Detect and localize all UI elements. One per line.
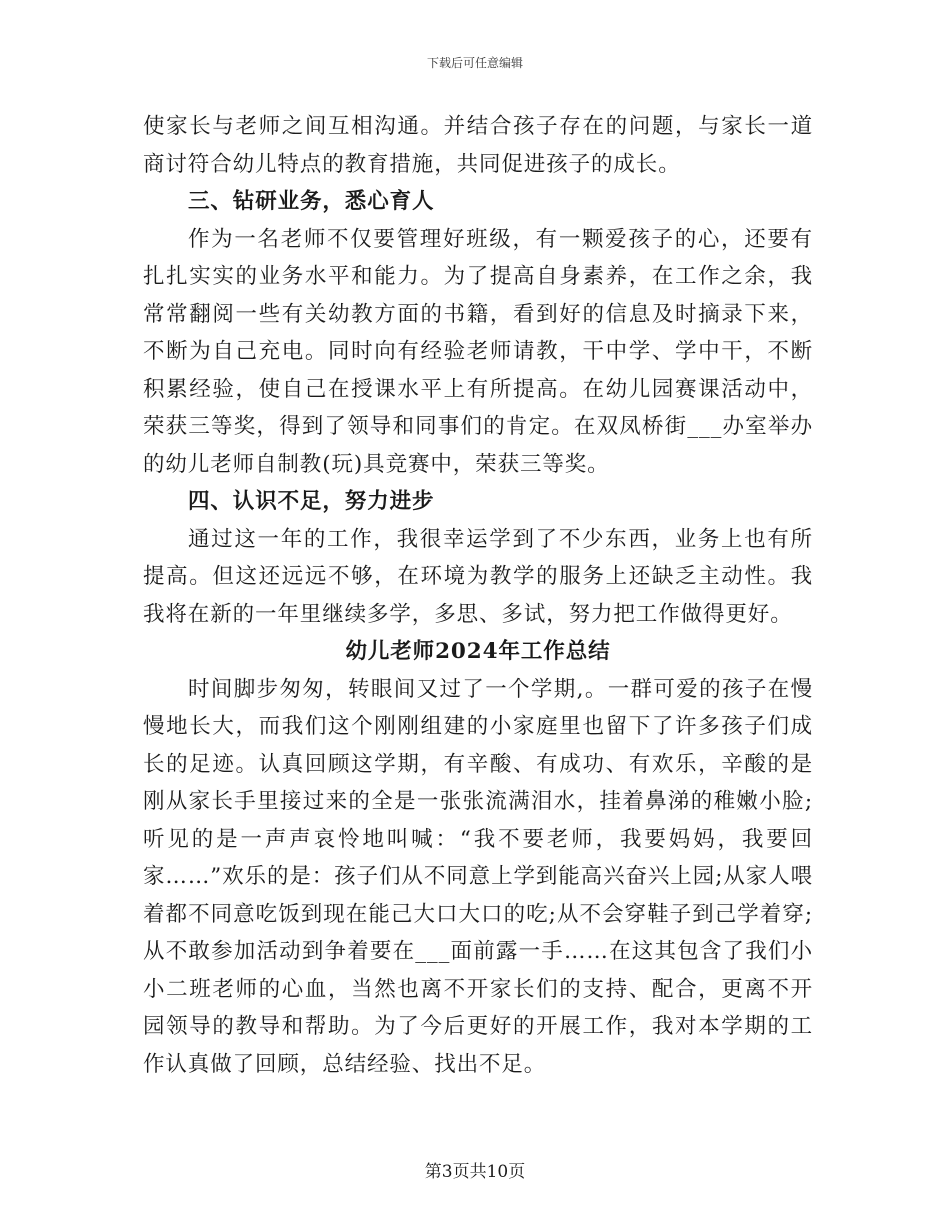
page-header: 下载后可任意编辑 bbox=[426, 56, 523, 70]
section-heading-3: 三、钻研业务，悉心育人 bbox=[188, 189, 435, 214]
paragraph-4: 通过这一年的工作，我很幸运学到了不少东西，业务上也有所提高。但这还远远不够，在环境为教学的服务上还缺乏主动性。我我将在新的一年里继续多学，多思、多试，努力把工作做得更好。 bbox=[143, 526, 813, 627]
paragraph-3: 作为一名老师不仅要管理好班级，有一颗爱孩子的心，还要有扎扎实实的业务水平和能力。为了提高自身素养，在工作之余，我常常翻阅一些有关幼教方面的书籍，看到好的信息及时摘录下来，不断为自己充电。同时向有经验老师请教，干中学、学中干，不断积累经验，使自己在授课水平上有所提高。在幼儿园赛课活动中，荣获三等奖，得到了领导和同事们的肯定。在双凤桥街___办室举办的幼儿老师自制教(玩)具竞赛中，荣获三等奖。 bbox=[143, 226, 813, 477]
document-title: 幼儿老师2024年工作总结 bbox=[345, 639, 611, 664]
page-number: 第3页共10页 bbox=[424, 1162, 526, 1182]
document-body bbox=[143, 108, 813, 1083]
paragraph-continuation: 使家长与老师之间互相沟通。并结合孩子存在的问题，与家长一道商讨符合幼儿特点的教育措施，共同促进孩子的成长。 bbox=[143, 114, 813, 177]
section-heading-4: 四、认识不足，努力进步 bbox=[188, 489, 435, 514]
paragraph-5: 时间脚步匆匆，转眼间又过了一个学期,。一群可爱的孩子在慢慢地长大，而我们这个刚刚组建的小家庭里也留下了许多孩子们成长的足迹。认真回顾这学期，有辛酸、有成功、有欢乐，辛酸的是刚从家长手里接过来的全是一张张流满泪水，挂着鼻涕的稚嫩小脸;听见的是一声声哀怜地叫喊：“我不要老师，我要妈妈，我要回家……”欢乐的是：孩子们从不同意上学到能高兴奋兴上园;从家人喂着都不同意吃饭到现在能己大口大口的吃;从不会穿鞋子到己学着穿;从不敢参加活动到争着要在___面前露一手……在这其包含了我们小小二班老师的心血，当然也离不开家长们的支持、配合，更离不开园领导的教导和帮助。为了今后更好的开展工作，我对本学期的工作认真做了回顾，总结经验、找出不足。 bbox=[143, 676, 813, 1077]
